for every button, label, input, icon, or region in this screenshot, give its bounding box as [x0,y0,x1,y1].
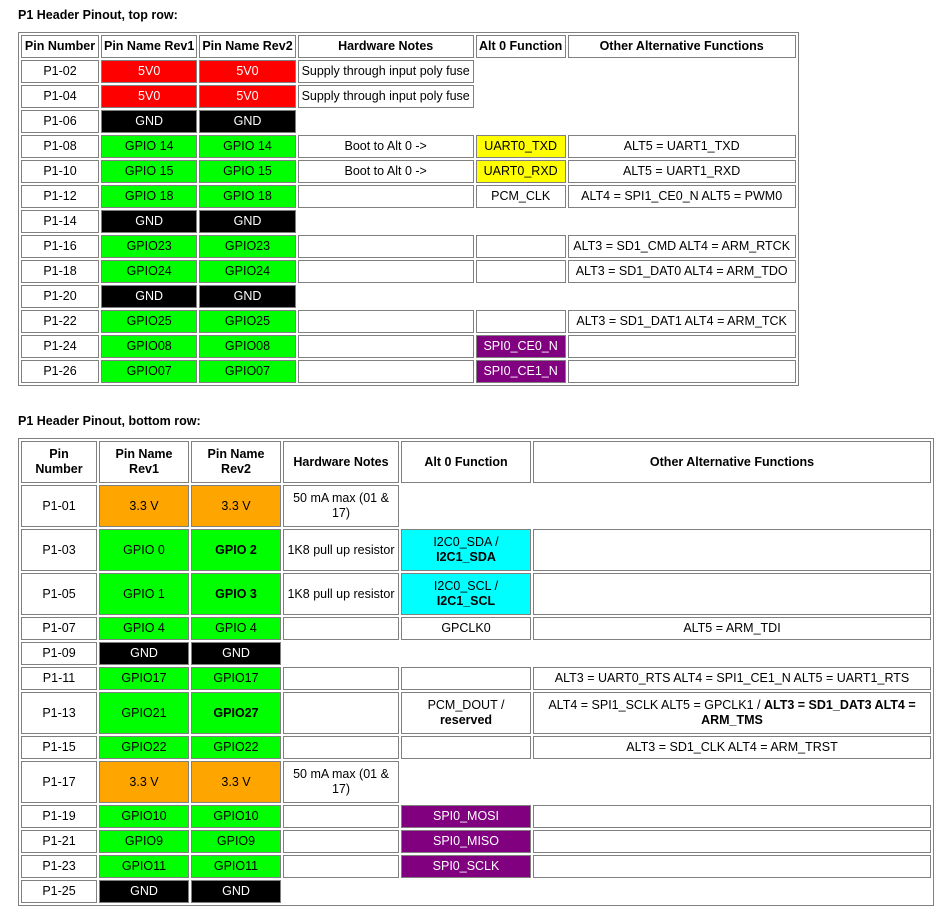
table-row [21,60,796,83]
empty-cell [401,761,931,803]
col-header-pin-name-rev2: Pin Name Rev2 [191,441,281,483]
alt0-function [476,235,566,258]
pin-name-rev2: GPIO 3 [191,573,281,615]
hardware-notes [283,667,399,690]
pin-number: P1-10 [21,160,99,183]
hardware-notes: 50 mA max (01 & 17) [283,761,399,803]
pin-number: P1-21 [21,830,97,853]
bottom-pinout-table [18,438,934,906]
pin-name-rev2: GPIO9 [191,830,281,853]
other-alt-functions: ALT3 = SD1_CMD ALT4 = ARM_RTCK [568,235,796,258]
alt0-function: GPCLK0 [401,617,531,640]
table-row [21,110,796,133]
hardware-notes [298,310,474,333]
alt0-function: PCM_CLK [476,185,566,208]
alt0-function [401,736,531,759]
alt0-function: UART0_TXD [476,135,566,158]
pin-name-rev1: GPIO 18 [101,185,197,208]
alt0-function: SPI0_MISO [401,830,531,853]
table-row [21,210,796,233]
pin-name-rev1: GND [99,642,189,665]
table-row [21,260,796,283]
alt0-function [401,529,531,571]
pin-number: P1-19 [21,805,97,828]
table-row [21,160,796,183]
other-alt-functions: ALT3 = SD1_CLK ALT4 = ARM_TRST [533,736,931,759]
col-header-other-alt-functions: Other Alternative Functions [568,35,796,58]
table-header-row [21,35,796,58]
pin-number: P1-14 [21,210,99,233]
top-pinout-table-container [18,32,799,386]
other-alt-functions [568,335,796,358]
pin-name-rev1: GPIO9 [99,830,189,853]
alt0-function: SPI0_CE0_N [476,335,566,358]
pin-name-rev1: GND [101,210,197,233]
pin-name-rev2: GND [199,110,295,133]
pin-name-rev2: 3.3 V [191,485,281,527]
pin-name-rev1: 3.3 V [99,761,189,803]
pin-name-rev2: GPIO 14 [199,135,295,158]
other-alt-functions: ALT3 = UART0_RTS ALT4 = SPI1_CE1_N ALT5 = UART1_RTS [533,667,931,690]
pin-name-rev1: GPIO24 [101,260,197,283]
table-header-row [21,441,931,483]
pin-name-rev2: GPIO22 [191,736,281,759]
col-header-other-alt-functions: Other Alternative Functions [533,441,931,483]
table-row [21,805,931,828]
pin-number: P1-05 [21,573,97,615]
other-alt-functions: ALT5 = UART1_RXD [568,160,796,183]
table-row [21,617,931,640]
hardware-notes: 1K8 pull up resistor [283,573,399,615]
col-header-alt0-function: Alt 0 Function [401,441,531,483]
pin-number: P1-22 [21,310,99,333]
bottom-table-heading: P1 Header Pinout, bottom row: [18,414,201,428]
table-row [21,360,796,383]
pin-name-rev1: GPIO08 [101,335,197,358]
pin-name-rev1: GPIO11 [99,855,189,878]
table-row [21,573,931,615]
hardware-notes [283,830,399,853]
other-alt-functions [533,855,931,878]
table-row [21,135,796,158]
hardware-notes [283,855,399,878]
pin-number: P1-11 [21,667,97,690]
empty-cell [298,210,796,233]
pin-name-rev2: 5V0 [199,60,295,83]
pin-number: P1-03 [21,529,97,571]
pin-name-rev1: GPIO 14 [101,135,197,158]
alt0-function-line1: I2C0_SDA / [433,535,499,549]
alt0-function-line2: reserved [439,713,493,727]
pin-name-rev1: GPIO23 [101,235,197,258]
empty-cell [476,85,796,108]
hardware-notes: 50 mA max (01 & 17) [283,485,399,527]
bottom-pinout-table-container [18,438,934,906]
other-alt-functions [533,805,931,828]
pin-number: P1-15 [21,736,97,759]
pin-name-rev1: GND [101,285,197,308]
other-alt-functions: ALT3 = SD1_DAT1 ALT4 = ARM_TCK [568,310,796,333]
hardware-notes: Supply through input poly fuse [298,85,474,108]
hardware-notes [298,360,474,383]
pin-name-rev1: GPIO 0 [99,529,189,571]
pin-name-rev2: GPIO 15 [199,160,295,183]
hardware-notes [298,335,474,358]
pin-name-rev1: GPIO25 [101,310,197,333]
pin-number: P1-07 [21,617,97,640]
pin-name-rev1: GND [99,880,189,903]
pin-number: P1-09 [21,642,97,665]
empty-cell [283,642,931,665]
empty-cell [298,110,796,133]
table-row [21,855,931,878]
other-alt-functions-part2: ALT3 = SD1_DAT3 ALT4 = ARM_TMS [701,698,916,727]
other-alt-functions: ALT4 = SPI1_CE0_N ALT5 = PWM0 [568,185,796,208]
col-header-pin-name-rev1: Pin Name Rev1 [101,35,197,58]
empty-cell [476,60,796,83]
table-row [21,529,931,571]
pin-name-rev1: 5V0 [101,60,197,83]
pin-name-rev2: 5V0 [199,85,295,108]
pin-name-rev1: GPIO17 [99,667,189,690]
col-header-pin-name-rev2: Pin Name Rev2 [199,35,295,58]
hardware-notes [298,185,474,208]
table-row [21,736,931,759]
pin-name-rev1: GPIO 4 [99,617,189,640]
pin-name-rev2: GPIO25 [199,310,295,333]
empty-cell [283,880,931,903]
other-alt-functions [533,573,931,615]
other-alt-functions [533,692,931,734]
pin-number: P1-02 [21,60,99,83]
pin-name-rev2: GPIO10 [191,805,281,828]
pin-name-rev1: GPIO 15 [101,160,197,183]
pin-name-rev2: GPIO27 [191,692,281,734]
alt0-function [401,692,531,734]
table-row [21,642,931,665]
other-alt-functions: ALT5 = ARM_TDI [533,617,931,640]
pin-name-rev2: GPIO07 [199,360,295,383]
hardware-notes: 1K8 pull up resistor [283,529,399,571]
empty-cell [298,285,796,308]
pin-name-rev1: 3.3 V [99,485,189,527]
pin-name-rev1: GPIO21 [99,692,189,734]
pin-number: P1-04 [21,85,99,108]
alt0-function: UART0_RXD [476,160,566,183]
alt0-function-line1: PCM_DOUT / [427,698,505,712]
col-header-pin-name-rev1: Pin Name Rev1 [99,441,189,483]
pin-name-rev1: GPIO22 [99,736,189,759]
pin-number: P1-08 [21,135,99,158]
pin-number: P1-26 [21,360,99,383]
pin-name-rev2: GND [191,880,281,903]
pin-number: P1-12 [21,185,99,208]
other-alt-functions [568,360,796,383]
hardware-notes: Boot to Alt 0 -> [298,160,474,183]
pin-number: P1-13 [21,692,97,734]
pin-name-rev2: GPIO08 [199,335,295,358]
pin-name-rev2: GND [191,642,281,665]
table-row [21,310,796,333]
hardware-notes [283,736,399,759]
alt0-function-line2: I2C1_SCL [436,594,496,608]
table-row [21,692,931,734]
pin-name-rev2: GND [199,285,295,308]
table-row [21,485,931,527]
pin-name-rev1: GND [101,110,197,133]
hardware-notes [298,260,474,283]
other-alt-functions-part1: ALT4 = SPI1_SCLK ALT5 = GPCLK1 / [548,698,761,712]
alt0-function-line1: I2C0_SCL / [433,579,499,593]
pin-name-rev1: GPIO 1 [99,573,189,615]
pin-name-rev2: GND [199,210,295,233]
empty-cell [401,485,931,527]
alt0-function: SPI0_MOSI [401,805,531,828]
top-pinout-table [18,32,799,386]
pin-number: P1-18 [21,260,99,283]
hardware-notes [283,617,399,640]
col-header-pin-number: Pin Number [21,35,99,58]
pin-name-rev2: GPIO23 [199,235,295,258]
pin-number: P1-23 [21,855,97,878]
pin-name-rev2: GPIO 18 [199,185,295,208]
pin-number: P1-01 [21,485,97,527]
table-row [21,667,931,690]
pin-number: P1-20 [21,285,99,308]
pin-number: P1-24 [21,335,99,358]
col-header-pin-number: Pin Number [21,441,97,483]
other-alt-functions: ALT3 = SD1_DAT0 ALT4 = ARM_TDO [568,260,796,283]
pin-name-rev2: GPIO17 [191,667,281,690]
hardware-notes [283,805,399,828]
pin-name-rev1: 5V0 [101,85,197,108]
hardware-notes: Supply through input poly fuse [298,60,474,83]
alt0-function-line2: I2C1_SDA [436,550,496,564]
alt0-function [476,260,566,283]
table-row [21,880,931,903]
pin-name-rev2: GPIO 2 [191,529,281,571]
hardware-notes: Boot to Alt 0 -> [298,135,474,158]
other-alt-functions [533,830,931,853]
col-header-hardware-notes: Hardware Notes [298,35,474,58]
table-row [21,830,931,853]
pin-name-rev2: GPIO 4 [191,617,281,640]
table-row [21,761,931,803]
hardware-notes [283,692,399,734]
table-row [21,285,796,308]
table-row [21,235,796,258]
hardware-notes [298,235,474,258]
table-row [21,185,796,208]
other-alt-functions: ALT5 = UART1_TXD [568,135,796,158]
alt0-function [401,667,531,690]
table-row [21,335,796,358]
alt0-function [476,310,566,333]
pin-number: P1-16 [21,235,99,258]
pin-number: P1-25 [21,880,97,903]
pin-number: P1-06 [21,110,99,133]
table-row [21,85,796,108]
alt0-function [401,573,531,615]
other-alt-functions [533,529,931,571]
pin-name-rev1: GPIO07 [101,360,197,383]
pin-number: P1-17 [21,761,97,803]
col-header-hardware-notes: Hardware Notes [283,441,399,483]
pin-name-rev2: GPIO24 [199,260,295,283]
top-table-heading: P1 Header Pinout, top row: [18,8,178,22]
alt0-function: SPI0_SCLK [401,855,531,878]
col-header-alt0-function: Alt 0 Function [476,35,566,58]
alt0-function: SPI0_CE1_N [476,360,566,383]
pin-name-rev1: GPIO10 [99,805,189,828]
pin-name-rev2: GPIO11 [191,855,281,878]
pin-name-rev2: 3.3 V [191,761,281,803]
